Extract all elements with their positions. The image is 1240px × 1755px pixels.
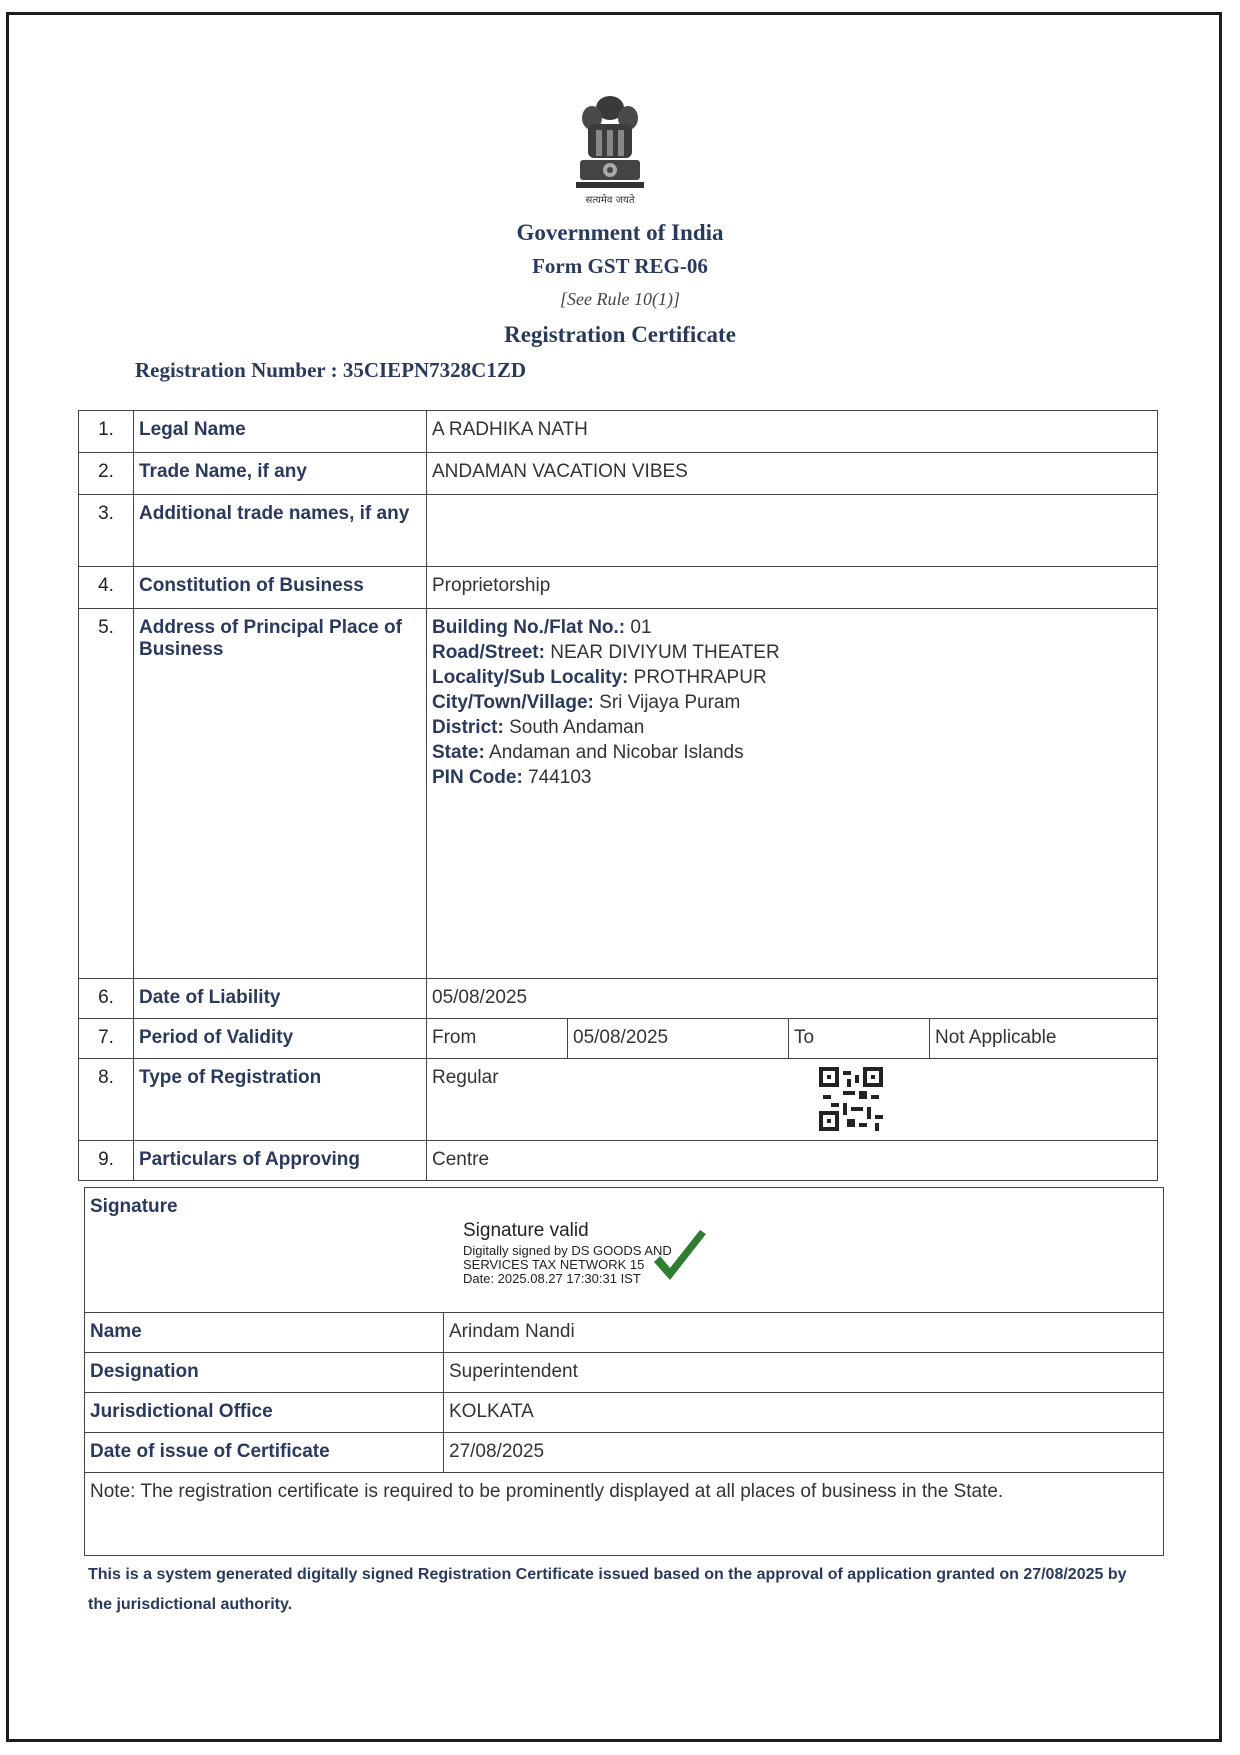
table-row (85, 1393, 1164, 1433)
row-label: Trade Name, if any (134, 453, 427, 495)
approving-value: Centre (427, 1141, 1158, 1181)
registration-type-value: Regular (432, 1067, 499, 1088)
signature-line-2: SERVICES TAX NETWORK 15 (463, 1257, 645, 1272)
signature-cell (85, 1188, 1164, 1313)
row-label: Period of Validity (134, 1019, 427, 1059)
qr-code (819, 1067, 883, 1131)
table-row (85, 1353, 1164, 1393)
address-value (427, 609, 1158, 979)
constitution-value: Proprietorship (427, 567, 1158, 609)
row-label: Constitution of Business (134, 567, 427, 609)
table-row (79, 453, 1158, 495)
row-number: 1. (79, 411, 134, 453)
signature-table (84, 1187, 1164, 1556)
address-building: Building No./Flat No.: 01 (432, 617, 652, 638)
table-row (79, 1141, 1158, 1181)
rule-reference: [See Rule 10(1)] (560, 289, 680, 309)
table-row (79, 1019, 1158, 1059)
table-row (79, 979, 1158, 1019)
form-title: Form GST REG-06 (532, 254, 708, 278)
registration-details-table (78, 410, 1158, 1181)
national-emblem (570, 90, 650, 200)
signature-line-1: Digitally signed by DS GOODS AND (463, 1243, 672, 1258)
table-row (85, 1313, 1164, 1353)
address-city: City/Town/Village: Sri Vijaya Puram (432, 692, 741, 713)
table-row (79, 495, 1158, 567)
validity-from-value: 05/08/2025 (568, 1019, 789, 1059)
address-state: State: Andaman and Nicobar Islands (432, 742, 744, 763)
row-number: 7. (79, 1019, 134, 1059)
table-row (85, 1473, 1164, 1556)
row-label: Additional trade names, if any (134, 495, 427, 567)
digital-signature (463, 1220, 672, 1286)
registration-number-value: 35CIEPN7328C1ZD (342, 358, 527, 382)
signature-label: Signature (90, 1196, 178, 1217)
issue-date-value: 27/08/2025 (444, 1433, 1164, 1473)
table-row (79, 1059, 1158, 1141)
row-number: 3. (79, 495, 134, 567)
registration-number: Registration Number : 35CIEPN7328C1ZD (135, 358, 527, 382)
row-number: 9. (79, 1141, 134, 1181)
officer-name-label: Name (85, 1313, 444, 1353)
table-row (79, 567, 1158, 609)
address-pin: PIN Code: 744103 (432, 767, 592, 788)
office-value: KOLKATA (444, 1393, 1164, 1433)
table-row (85, 1433, 1164, 1473)
validity-from-label: From (427, 1019, 568, 1059)
row-number: 5. (79, 609, 134, 979)
signature-valid-text: Signature valid (463, 1220, 589, 1241)
check-icon (650, 1228, 710, 1288)
row-number: 2. (79, 453, 134, 495)
officer-name-value: Arindam Nandi (444, 1313, 1164, 1353)
additional-trade-names-value (427, 495, 1158, 567)
liability-date-value: 05/08/2025 (427, 979, 1158, 1019)
signature-line-3: Date: 2025.08.27 17:30:31 IST (463, 1271, 641, 1286)
emblem-motto: सत्यमेव जयते (585, 195, 635, 206)
table-row (79, 609, 1158, 979)
legal-name-value: A RADHIKA NATH (427, 411, 1158, 453)
validity-to-label: To (789, 1019, 930, 1059)
address-locality: Locality/Sub Locality: PROTHRAPUR (432, 667, 767, 688)
row-number: 8. (79, 1059, 134, 1141)
registration-type-cell (427, 1059, 1158, 1141)
office-label: Jurisdictional Office (85, 1393, 444, 1433)
government-title: Government of India (516, 220, 724, 245)
row-label: Particulars of Approving (134, 1141, 427, 1181)
table-row (79, 411, 1158, 453)
row-label: Type of Registration (134, 1059, 427, 1141)
address-district: District: South Andaman (432, 717, 645, 738)
address-road: Road/Street: NEAR DIVIYUM THEATER (432, 642, 780, 663)
certificate-title: Registration Certificate (504, 322, 736, 347)
designation-value: Superintendent (444, 1353, 1164, 1393)
signature-row (85, 1188, 1164, 1313)
row-number: 6. (79, 979, 134, 1019)
row-label: Legal Name (134, 411, 427, 453)
row-label: Date of Liability (134, 979, 427, 1019)
display-note: Note: The registration certificate is required to be prominently displayed at all places of business in the State. (85, 1473, 1164, 1556)
designation-label: Designation (85, 1353, 444, 1393)
row-label: Address of Principal Place of Business (134, 609, 427, 979)
system-generated-footer: This is a system generated digitally signed Registration Certificate issued based on the approval of application granted on 27/08/2025 by the jurisdictional authority. (88, 1566, 1127, 1613)
trade-name-value: ANDAMAN VACATION VIBES (427, 453, 1158, 495)
issue-date-label: Date of issue of Certificate (85, 1433, 444, 1473)
row-number: 4. (79, 567, 134, 609)
validity-to-value: Not Applicable (930, 1019, 1158, 1059)
